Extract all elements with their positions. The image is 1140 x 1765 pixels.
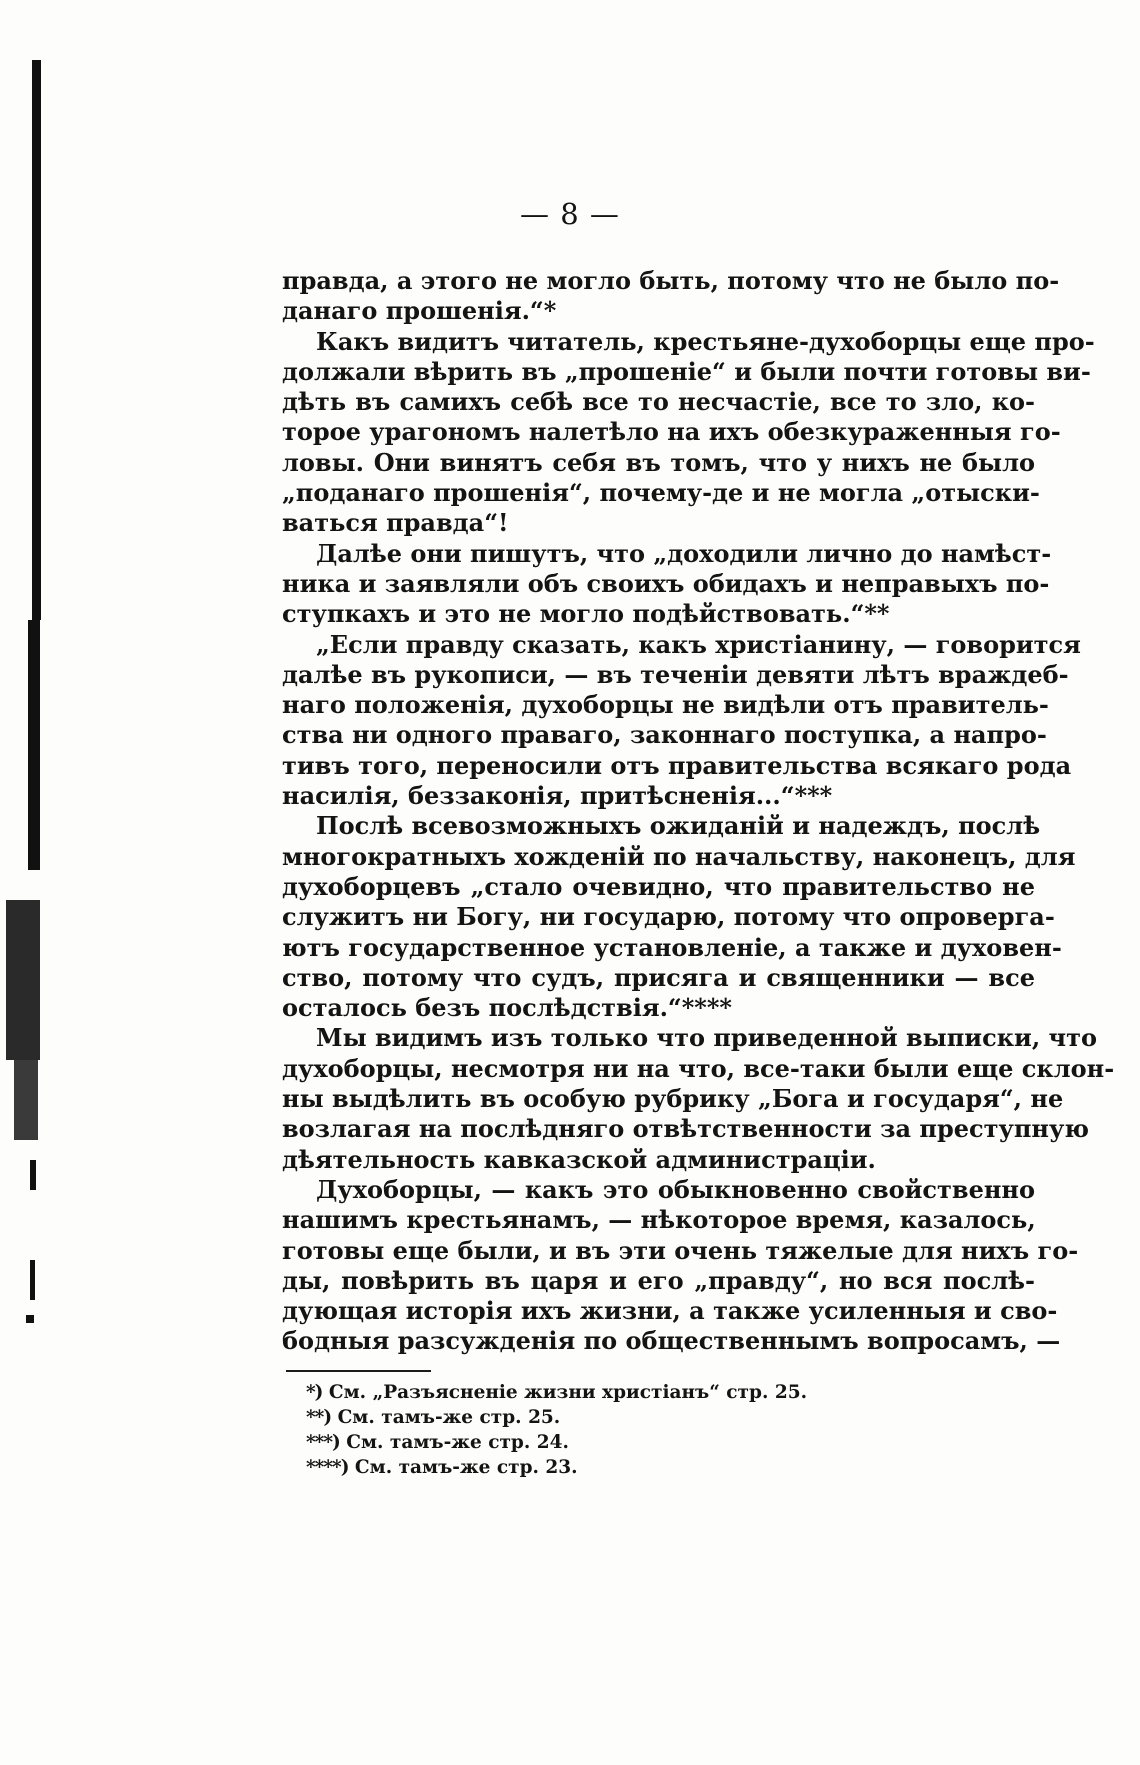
footnote-mark: ****) — [306, 1457, 349, 1478]
text-line: Духоборцы, — какъ это обыкновенно свойственно — [316, 1174, 1035, 1204]
text-line: ступкахъ и это не могло подѣйствовать.“** — [282, 599, 890, 629]
text-line: ды, повѣрить въ царя и его „правду“, но вся послѣ- — [282, 1265, 1035, 1295]
footnote-divider — [286, 1370, 431, 1372]
text-line: ваться правда“! — [282, 508, 509, 538]
text-line: ютъ государственное установленіе, а также и духовен- — [282, 932, 1062, 962]
footnote-text: См. тамъ-же стр. 23. — [354, 1457, 578, 1478]
text-line: нашимъ крестьянамъ, — нѣкоторое время, казалось, — [282, 1205, 1036, 1235]
text-line: далѣе въ рукописи, — въ теченіи девяти лѣтъ враждеб- — [282, 659, 1069, 689]
text-line: данаго прошенія.“* — [282, 296, 557, 326]
text-line: Какъ видитъ читатель, крестьяне-духоборцы еще про- — [316, 326, 1095, 356]
text-line: „Если правду сказать, какъ христіанину, — говорится — [316, 629, 1081, 659]
text-line: дѣть въ самихъ себѣ все то несчастіе, все то зло, ко- — [282, 387, 1035, 417]
footnotes — [306, 1380, 866, 1480]
text-line: бодныя разсужденія по общественнымъ вопросамъ, — — [282, 1326, 1061, 1356]
footnote — [306, 1380, 866, 1405]
footnote-text: См. „Разъясненіе жизни христіанъ“ стр. 25. — [328, 1382, 808, 1403]
text-line: тивъ того, переносили отъ правительства всякаго рода — [282, 750, 1072, 780]
page-number: — 8 — — [520, 197, 620, 231]
text-line: „поданаго прошенія“, почему-де и не могла „отыски- — [282, 478, 1040, 508]
text-line: духоборцевъ „стало очевидно, что правительство не — [282, 871, 1035, 901]
text-line: ства ни одного праваго, законнаго поступка, а напро- — [282, 720, 1047, 750]
text-line: правда, а этого не могло быть, потому что не было по- — [282, 266, 1060, 295]
text-line: насилія, беззаконія, притѣсненія...“*** — [282, 781, 833, 811]
footnote — [306, 1455, 866, 1480]
text-line: торое урагономъ налетѣло на ихъ обезкураженныя го- — [282, 417, 1061, 447]
text-line: духоборцы, несмотря ни на что, все-таки были еще склон- — [282, 1053, 1115, 1083]
text-line: Далѣе они пишутъ, что „доходили лично до намѣст- — [316, 538, 1052, 568]
footnote-text: См. тамъ-же стр. 25. — [337, 1407, 561, 1428]
footnote-text: См. тамъ-же стр. 24. — [346, 1432, 569, 1453]
text-line: дующая исторія ихъ жизни, а также усиленныя и сво- — [282, 1296, 1058, 1326]
text-line: дѣятельность кавказской администраціи. — [282, 1144, 876, 1174]
footnote-mark: *) — [306, 1382, 323, 1403]
text-line: возлагая на послѣдняго отвѣтственности за преступную — [282, 1114, 1089, 1144]
text-line: Мы видимъ изъ только что приведенной выписки, что — [316, 1023, 1097, 1053]
text-line: Послѣ всевозможныхъ ожиданій и надеждъ, послѣ — [316, 811, 1041, 841]
text-line: ны выдѣлить въ особую рубрику „Бога и государя“, не — [282, 1084, 1064, 1114]
footnote-mark: ***) — [306, 1432, 340, 1453]
text-line: готовы еще были, и въ эти очень тяжелые для нихъ го- — [282, 1235, 1079, 1265]
text-line: служитъ ни Богу, ни государю, потому что опроверга- — [282, 902, 1055, 932]
text-line: ство, потому что судъ, присяга и священники — все — [282, 962, 1035, 992]
text-line: многократныхъ хожденій по начальству, наконецъ, для — [282, 841, 1076, 871]
text-line: осталось безъ послѣдствія.“**** — [282, 993, 732, 1023]
text-line: должали вѣрить въ „прошеніе“ и были почти готовы ви- — [282, 356, 1091, 386]
text-line: наго положенія, духоборцы не видѣли отъ правитель- — [282, 690, 1049, 720]
binding-edge-shadow — [0, 60, 46, 1380]
footnote — [306, 1430, 866, 1455]
text-line: ловы. Они винятъ себя въ томъ, что у нихъ не было — [282, 447, 1035, 477]
footnote-mark: **) — [306, 1407, 332, 1428]
body-text — [282, 266, 1115, 1357]
text-line: ника и заявляли объ своихъ обидахъ и неправыхъ по- — [282, 568, 1050, 598]
footnote — [306, 1405, 866, 1430]
